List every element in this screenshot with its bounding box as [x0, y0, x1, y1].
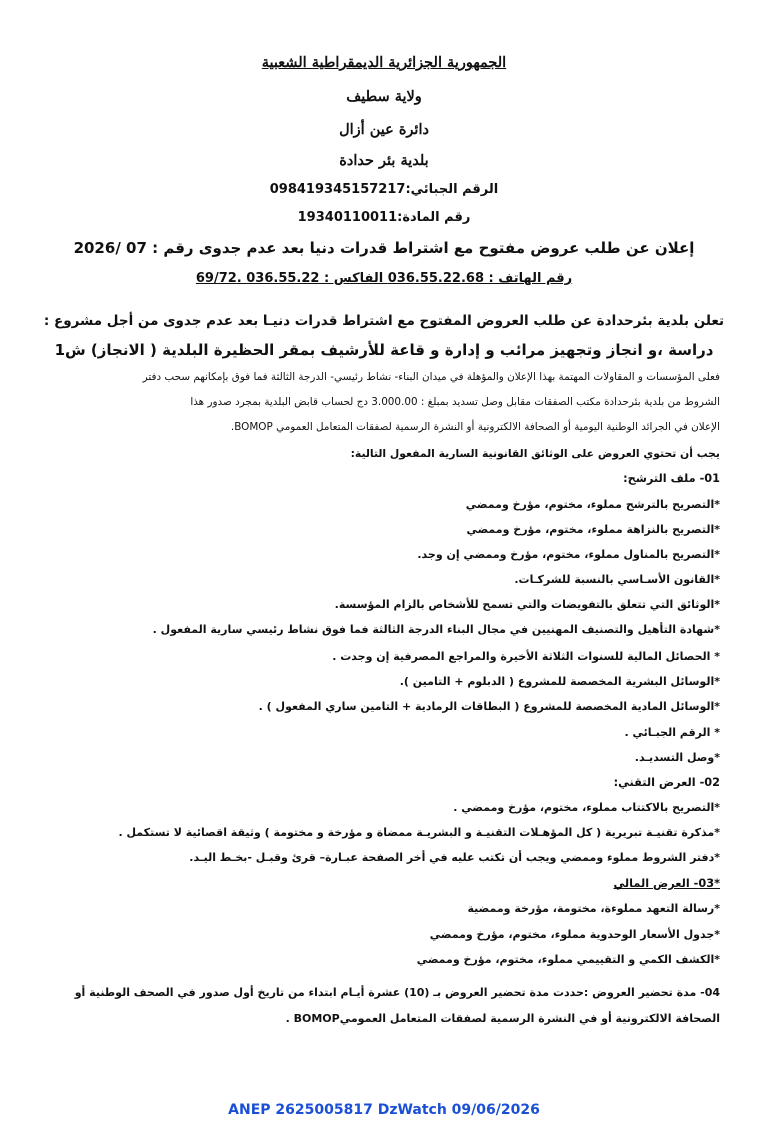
article-number: رقم المادة:19340110011 [297, 210, 471, 225]
deadline-line: 04- مدة تحضير العروض :حددت مدة تحضير العروض بـ (10) عشرة أيـام ابتداء من تاريخ أول صدور في الصحف الوطنية أو [74, 986, 720, 999]
wilaya-heading: ولاية سطيف [346, 88, 422, 105]
candidacy-item: *شهادة التأهيل والتصنيف المهنيين في مجال البناء الدرجة الثالثة فما فوق نشاط رئيسي سارية المفعول . [152, 623, 720, 636]
financial-item: *رسالة التعهد مملوءة، مختومة، مؤرخة وممضية [467, 902, 720, 915]
candidacy-item: *التصريح بالنزاهة مملوء، مختوم، مؤرخ وممضي [466, 523, 720, 536]
intro-line: فعلى المؤسسات و المقاولات المهتمة بهذا الإعلان والمؤهلة في ميدان البناء- نشاط رئيسي- الدرجة الثالثة فما فوق بإمكانهم سحب دفتر [142, 371, 720, 383]
anep-footer-stamp: ANEP 2625005817 DzWatch 09/06/2026 [228, 1102, 540, 1118]
technical-item: *دفتر الشروط مملوء وممضي ويجب أن تكتب عليه في أخر الصفحة عبـارة– قرئ وقبـل -بخـط اليـد. [189, 851, 720, 864]
candidacy-item: *الوسائل المادية المخصصة للمشروع ( البطاقات الرمادية + التامين ساري المفعول ) . [258, 700, 720, 713]
republic-heading: الجمهورية الجزائرية الديمقراطية الشعبية [261, 54, 507, 71]
deadline-line: الصحافة الالكترونية أو في النشرة الرسمية لصفقات المتعامل العموميBOMOP . [285, 1012, 720, 1025]
financial-heading: *03- العرض المالي [613, 877, 720, 890]
tax-id: الرقم الجبائي:098419345157217 [269, 182, 499, 197]
candidacy-item: *وصل التسديـد. [634, 751, 720, 764]
candidacy-item: *الوثائق التي تتعلق بالتفويضات والتي تسمح للأشخاص بالزام المؤسسة. [334, 598, 720, 611]
contact-numbers: رقم الهاتف : 036.55.22.68 الفاكس : 036.55.22 .69/72 [195, 271, 573, 286]
candidacy-item: *القانون الأسـاسي بالنسبة للشركـات. [514, 573, 720, 586]
daira-heading: دائرة عين أزال [339, 121, 429, 138]
financial-item: *جدول الأسعار الوحدوية مملوء، مختوم، مؤرخ وممضي [429, 928, 720, 941]
project-title: دراسة ،و انجاز وتجهيز مرائب و إدارة و قاعة للأرشيف بمقر الحظيرة البلدية ( الانجاز) ش1 [54, 341, 714, 359]
intro-line: الإعلان في الجرائد الوطنية اليومية أو الصحافة الالكترونية أو النشرة الرسمية لصفقات المتعامل العمومي BOMOP. [230, 421, 720, 433]
candidacy-heading: 01- ملف الترشح: [623, 472, 720, 485]
baladia-heading: بلدية بئر حدادة [339, 152, 429, 169]
technical-heading: 02- العرض التقني: [613, 776, 720, 789]
candidacy-item: *الوسائل البشرية المخصصة للمشروع ( الدبلوم + التامين ). [399, 675, 720, 688]
candidacy-item: *التصريح بالمناول مملوء، مختوم، مؤرخ وممضي إن وجد. [417, 548, 720, 561]
docs-heading: يجب أن تحتوي العروض على الوثائق القانونية السارية المفعول التالية: [350, 447, 720, 460]
intro-line: الشروط من بلدية بئرحدادة مكتب الصفقات مقابل وصل تسديد بمبلغ : 3.000.00 دج لحساب قابض البلدية بمجرد صدور هذا [190, 396, 720, 408]
candidacy-item: *التصريح بالترشح مملوء، مختوم، مؤرخ وممضي [465, 498, 720, 511]
technical-item: *مذكرة تقنيـة تبريرية ( كل المؤهـلات التقنيـة و البشريـة ممضاة و مؤرخة و مختومة ) وثيقة اقصائية لا تستكمل . [118, 826, 720, 839]
candidacy-item: * الحصائل المالية للسنوات الثلاثة الأخيرة والمراجع المصرفية إن وجدت . [332, 650, 720, 663]
notice-title: إعلان عن طلب عروض مفتوح مع اشتراط قدرات دنيا بعد عدم جدوى رقم : 07 /2026 [73, 239, 695, 257]
technical-item: *التصريح بالاكتتاب مملوء، مختوم، مؤرخ وممضي . [453, 801, 720, 814]
candidacy-item: * الرقم الجبـائي . [624, 726, 720, 739]
notice-lead: تعلن بلدية بئرحدادة عن طلب العروض المفتوح مع اشتراط قدرات دنيـا بعد عدم جدوى من أجل مشروع : [43, 313, 725, 329]
financial-item: *الكشف الكمي و التقييمي مملوء، مختوم، مؤرخ وممضي [416, 953, 720, 966]
